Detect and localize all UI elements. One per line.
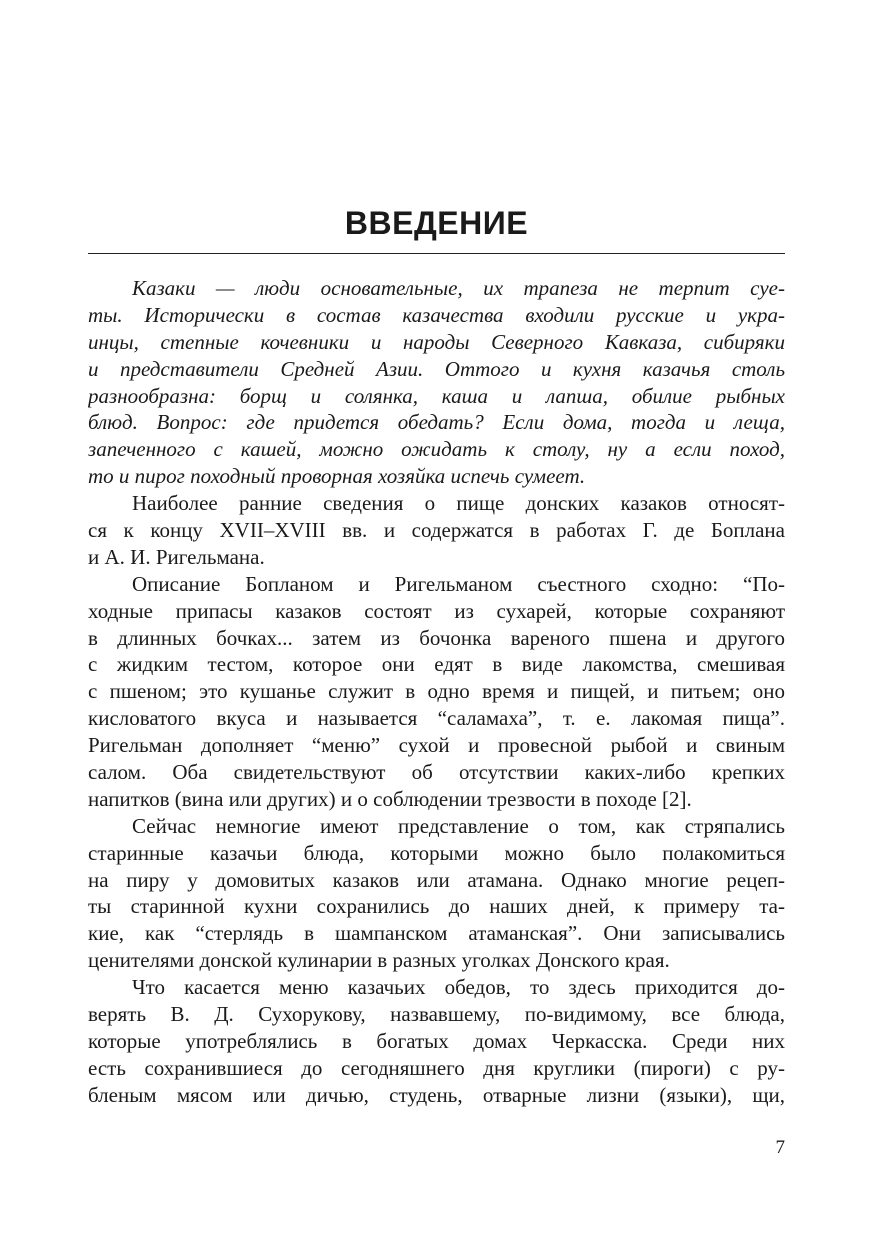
title-divider (88, 253, 785, 254)
text-line: ты старинной кухни сохранились до наших дней, к примеру та- (88, 894, 785, 919)
text-line: Наиболее ранние сведения о пище донских казаков относят- (132, 491, 785, 516)
body-text (88, 275, 785, 1109)
text-line: Казаки — люди основательные, их трапеза не терпит суе- (132, 276, 785, 300)
text-line: Что касается меню казачьих обедов, то здесь приходится до- (132, 975, 785, 1000)
text-line: Ригельман дополняет “меню” сухой и провесной рыбой и свиным (88, 733, 785, 758)
text-line: запеченного с кашей, можно ожидать к столу, ну а если поход, (88, 437, 785, 462)
text-line: есть сохранившиеся до сегодняшнего дня круглики (пироги) с ру- (88, 1055, 785, 1080)
text-line: ходные припасы казаков состоят из сухарей, которые сохраняют (88, 598, 785, 623)
paragraph-epigraph (88, 275, 785, 490)
chapter-title: ВВЕДЕНИЕ (344, 205, 529, 241)
paragraph (88, 571, 785, 813)
text-line: то и пирог походный проворная хозяйка испечь сумеет. (88, 464, 586, 489)
text-line: салом. Оба свидетельствуют об отсутствии каких-либо крепких (88, 760, 785, 785)
text-line: и А. И. Ригельмана. (88, 544, 265, 569)
text-line: старинные казачьи блюда, которыми можно было полакомиться (88, 840, 785, 865)
paragraph (88, 490, 785, 571)
text-line: Описание Бопланом и Ригельманом съестного сходно: “По- (132, 571, 785, 596)
paragraph (88, 974, 785, 1108)
text-line: ты. Исторически в состав казачества входили русские и укра- (88, 302, 785, 327)
text-line: кие, как “стерлядь в шампанском атаманская”. Они записывались (88, 921, 785, 946)
text-line: которые употреблялись в богатых домах Черкасска. Среди них (88, 1028, 785, 1053)
text-line: верять В. Д. Сухорукову, назвавшему, по-видимому, все блюда, (88, 1002, 785, 1027)
text-line: в длинных бочках... затем из бочонка вареного пшена и другого (88, 625, 785, 650)
text-line: ся к концу XVII–XVIII вв. и содержатся в работах Г. де Боплана (88, 518, 785, 543)
text-line: напитков (вина или других) и о соблюдении трезвости в походе [2]. (88, 786, 692, 811)
text-line: ценителями донской кулинарии в разных уголках Донского края. (88, 948, 670, 973)
text-line: разнообразна: борщ и солянка, каша и лапша, обилие рыбных (88, 383, 785, 408)
text-line: инцы, степные кочевники и народы Северного Кавказа, сибиряки (88, 329, 785, 354)
text-line: Сейчас немногие имеют представление о том, как стряпались (132, 813, 785, 838)
text-line: блюд. Вопрос: где придется обедать? Если дома, тогда и леща, (88, 410, 785, 435)
paragraph (88, 813, 785, 974)
page-number: 7 (775, 1137, 785, 1158)
text-line: и представители Средней Азии. Оттого и кухня казачья столь (88, 356, 785, 381)
text-line: кисловатого вкуса и называется “саламаха”, т. е. лакомая пища”. (88, 706, 785, 731)
text-line: на пиру у домовитых казаков или атамана. Однако многие рецеп- (88, 867, 785, 892)
text-line: бленым мясом или дичью, студень, отварные лизни (языки), щи, (88, 1082, 785, 1107)
text-line: с пшеном; это кушанье служит в одно время и пищей, и питьем; оно (88, 679, 785, 704)
text-line: с жидким тестом, которое они едят в виде лакомства, смешивая (88, 652, 785, 677)
